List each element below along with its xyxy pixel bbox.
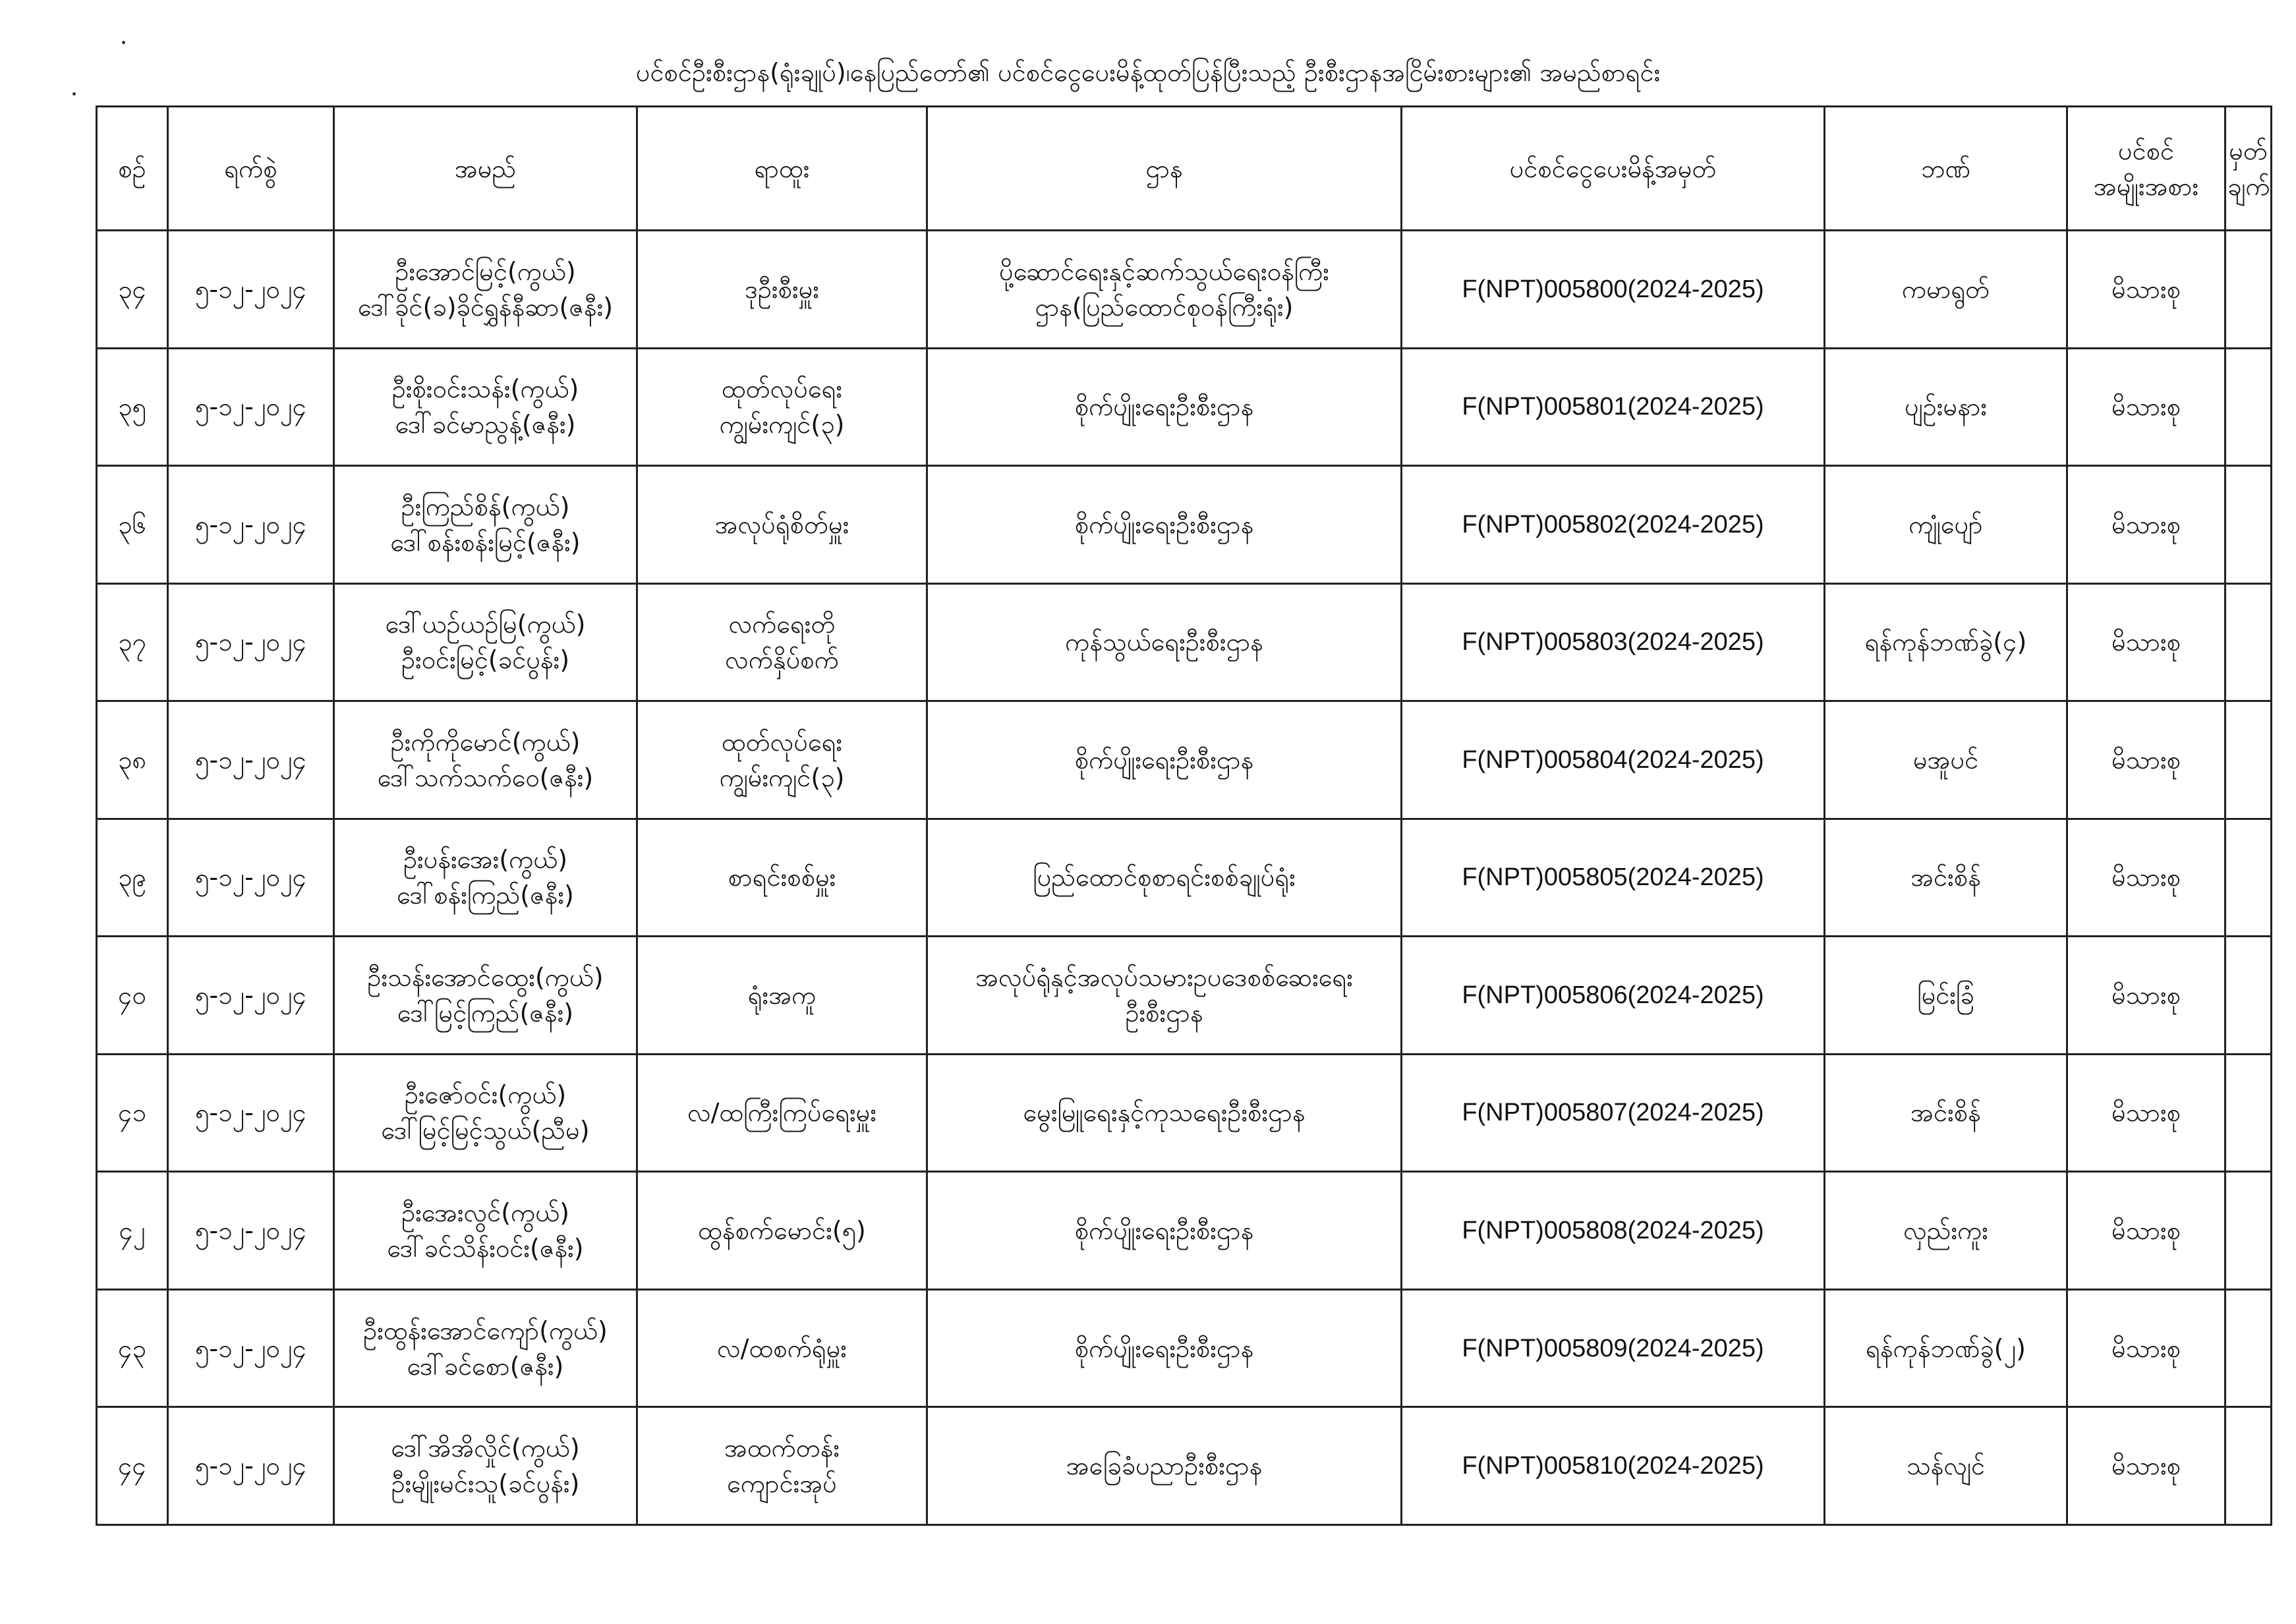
- row-number: ၄၃: [97, 1289, 168, 1407]
- col-header-department: ဌာန: [927, 107, 1402, 231]
- row-permit-number: F(NPT)005810(2024-2025): [1402, 1407, 1825, 1525]
- row-rank: [637, 348, 927, 466]
- family-member-name: ဒေါ်ခိုင်(ခ)ခိုင်ရွှန်နီဆာ(ဇနီး): [357, 292, 614, 322]
- row-date: ၅-၁၂-၂၀၂၄: [168, 1054, 334, 1172]
- row-rank: [637, 583, 927, 701]
- deceased-name: ဦးပန်းအေး(ကွယ်): [403, 845, 568, 875]
- row-name: [334, 1054, 637, 1172]
- table-row: [97, 348, 2272, 466]
- col-header-remarks-line1: မှတ်: [2229, 136, 2268, 165]
- table-row: [97, 1289, 2272, 1407]
- row-number: ၄၄: [97, 1407, 168, 1525]
- row-rank: လ/ထကြီးကြပ်ရေးမှူး: [637, 1054, 927, 1172]
- table-row: [97, 466, 2272, 584]
- department-line-1: စိုက်ပျိုးရေးဦးစီးဌာန: [1074, 1333, 1254, 1363]
- deceased-name: ဦးကြည်စိန်(ကွယ်): [401, 492, 570, 521]
- table-row: [97, 1054, 2272, 1172]
- row-remarks: [2225, 1172, 2272, 1290]
- row-name: [334, 1289, 637, 1407]
- family-member-name: ဒေါ်မြင့်ကြည်(ဇနီး): [397, 998, 574, 1028]
- row-pension-type: မိသားစု: [2067, 1289, 2225, 1407]
- rank-line-2: ကျွမ်းကျင်(၃): [719, 410, 845, 440]
- row-remarks: [2225, 937, 2272, 1055]
- row-department: [927, 1289, 1402, 1407]
- department-line-1: ကုန်သွယ်ရေးဦးစီးဌာန: [1065, 627, 1263, 657]
- col-header-no: စဉ်: [97, 107, 168, 231]
- row-permit-number: F(NPT)005801(2024-2025): [1402, 348, 1825, 466]
- row-bank: မြင်းခြံ: [1825, 937, 2067, 1055]
- rank-line-2: ကျောင်းအုပ်: [727, 1469, 837, 1499]
- row-remarks: [2225, 231, 2272, 349]
- deceased-name: ဦးကိုကိုမောင်(ကွယ်): [390, 727, 581, 757]
- deceased-name: ဦးစိုးဝင်းသန်း(ကွယ်): [391, 374, 579, 404]
- rank-line-1: အထက်တန်း: [724, 1434, 840, 1463]
- row-rank: [637, 701, 927, 819]
- family-member-name: ဒေါ်ခင်စော(ဇနီး): [407, 1351, 564, 1381]
- row-remarks: [2225, 583, 2272, 701]
- rank-line-1: ထုတ်လုပ်ရေး: [721, 374, 843, 404]
- row-department: [927, 231, 1402, 349]
- row-department: [927, 466, 1402, 584]
- row-permit-number: F(NPT)005805(2024-2025): [1402, 819, 1825, 937]
- col-header-remarks-line2: ချက်: [2227, 171, 2270, 201]
- department-line-2: ဌာန(ပြည်ထောင်စုဝန်ကြီးရုံး): [1035, 292, 1294, 322]
- row-bank: ရန်ကုန်ဘဏ်ခွဲ(၂): [1825, 1289, 2067, 1407]
- table-row: [97, 583, 2272, 701]
- table-row: [97, 937, 2272, 1055]
- row-department: [927, 583, 1402, 701]
- row-name: [334, 1407, 637, 1525]
- row-name: [334, 466, 637, 584]
- deceased-name: ဒေါ်ယဉ်ယဉ်မြ(ကွယ်): [385, 610, 586, 639]
- row-remarks: [2225, 701, 2272, 819]
- row-name: [334, 1172, 637, 1290]
- row-date: ၅-၁၂-၂၀၂၄: [168, 583, 334, 701]
- row-department: [927, 1407, 1402, 1525]
- row-name: [334, 348, 637, 466]
- row-bank: သန်လျင်: [1825, 1407, 2067, 1525]
- row-department: [927, 937, 1402, 1055]
- deceased-name: ဦးဇော်ဝင်း(ကွယ်): [404, 1080, 567, 1110]
- row-bank: ကမာရွတ်: [1825, 231, 2067, 349]
- department-line-1: စိုက်ပျိုးရေးဦးစီးဌာန: [1074, 392, 1254, 422]
- department-line-1: ပြည်ထောင်စုစာရင်းစစ်ချုပ်ရုံး: [1033, 863, 1296, 892]
- row-date: ၅-၁၂-၂၀၂၄: [168, 1172, 334, 1290]
- row-number: ၃၆: [97, 466, 168, 584]
- rank-line-2: လက်နှိပ်စက်: [725, 645, 839, 675]
- row-number: ၄၂: [97, 1172, 168, 1290]
- row-permit-number: F(NPT)005804(2024-2025): [1402, 701, 1825, 819]
- table-row: [97, 1407, 2272, 1525]
- row-bank: ကျုံပျော်: [1825, 466, 2067, 584]
- row-remarks: [2225, 819, 2272, 937]
- scan-speck: [72, 92, 76, 96]
- row-pension-type: မိသားစု: [2067, 231, 2225, 349]
- row-department: [927, 1172, 1402, 1290]
- row-date: ၅-၁၂-၂၀၂၄: [168, 937, 334, 1055]
- col-header-permit: ပင်စင်ငွေပေးမိန့်အမှတ်: [1402, 107, 1825, 231]
- row-remarks: [2225, 466, 2272, 584]
- pension-roster-table: [96, 105, 2272, 1526]
- row-number: ၃၇: [97, 583, 168, 701]
- col-header-pension-type-line1: ပင်စင်: [2117, 136, 2175, 165]
- row-remarks: [2225, 1289, 2272, 1407]
- row-number: ၃၄: [97, 231, 168, 349]
- row-pension-type: မိသားစု: [2067, 937, 2225, 1055]
- family-member-name: ဒေါ်စန်းကြည်(ဇနီး): [397, 881, 574, 910]
- deceased-name: ဒေါ်အိအိလှိုင်(ကွယ်): [391, 1434, 580, 1463]
- row-remarks: [2225, 348, 2272, 466]
- row-bank: မအူပင်: [1825, 701, 2067, 819]
- row-pension-type: မိသားစု: [2067, 819, 2225, 937]
- row-department: [927, 1054, 1402, 1172]
- row-name: [334, 701, 637, 819]
- row-number: ၄၁: [97, 1054, 168, 1172]
- deceased-name: ဦးအောင်မြင့်(ကွယ်): [395, 256, 576, 286]
- row-number: ၃၉: [97, 819, 168, 937]
- row-pension-type: မိသားစု: [2067, 1407, 2225, 1525]
- family-member-name: ဦးမျိုးမင်းသူ(ခင်ပွန်း): [391, 1469, 580, 1499]
- row-date: ၅-၁၂-၂၀၂၄: [168, 348, 334, 466]
- department-line-1: အလုပ်ရုံနှင့်အလုပ်သမားဥပဒေစစ်ဆေးရေး: [975, 962, 1353, 992]
- family-member-name: ဒေါ်မြင့်မြင့်သွယ်(ညီမ): [381, 1116, 590, 1146]
- row-bank: အင်းစိန်: [1825, 1054, 2067, 1172]
- deceased-name: ဦးသန်းအောင်ထွေး(ကွယ်): [367, 962, 604, 992]
- col-header-remarks: [2225, 107, 2272, 231]
- row-rank: ဒုဦးစီးမှူး: [637, 231, 927, 349]
- row-department: [927, 701, 1402, 819]
- row-department: [927, 348, 1402, 466]
- row-permit-number: F(NPT)005809(2024-2025): [1402, 1289, 1825, 1407]
- row-date: ၅-၁၂-၂၀၂၄: [168, 819, 334, 937]
- row-date: ၅-၁၂-၂၀၂၄: [168, 1407, 334, 1525]
- row-number: ၃၅: [97, 348, 168, 466]
- row-pension-type: မိသားစု: [2067, 1054, 2225, 1172]
- col-header-pension-type-line2: အမျိုးအစား: [2093, 171, 2199, 201]
- row-name: [334, 231, 637, 349]
- row-bank: အင်းစိန်: [1825, 819, 2067, 937]
- row-bank: လှည်းကူး: [1825, 1172, 2067, 1290]
- row-rank: ရုံးအကူ: [637, 937, 927, 1055]
- row-date: ၅-၁၂-၂၀၂၄: [168, 231, 334, 349]
- row-permit-number: F(NPT)005803(2024-2025): [1402, 583, 1825, 701]
- row-permit-number: F(NPT)005800(2024-2025): [1402, 231, 1825, 349]
- row-date: ၅-၁၂-၂၀၂၄: [168, 1289, 334, 1407]
- row-permit-number: F(NPT)005802(2024-2025): [1402, 466, 1825, 584]
- col-header-name: အမည်: [334, 107, 637, 231]
- deceased-name: ဦးအေးလွင်(ကွယ်): [401, 1198, 569, 1228]
- row-rank: အလုပ်ရုံစိတ်မှူး: [637, 466, 927, 584]
- table-row: [97, 819, 2272, 937]
- family-member-name: ဒေါ်သက်သက်ဝေ(ဇနီး): [377, 763, 594, 792]
- roster-body: [97, 231, 2272, 1525]
- row-number: ၃၈: [97, 701, 168, 819]
- family-member-name: ဒေါ်ခင်မာညွန့်(ဇနီး): [395, 410, 576, 440]
- row-pension-type: မိသားစု: [2067, 348, 2225, 466]
- row-remarks: [2225, 1407, 2272, 1525]
- row-bank: ရန်ကုန်ဘဏ်ခွဲ(၄): [1825, 583, 2067, 701]
- family-member-name: ဒေါ်ခင်သိန်းဝင်း(ဇနီး): [387, 1234, 584, 1263]
- rank-line-1: လက်ရေးတို: [728, 610, 836, 639]
- department-line-1: စိုက်ပျိုးရေးဦးစီးဌာန: [1074, 509, 1254, 539]
- row-date: ၅-၁၂-၂၀၂၄: [168, 701, 334, 819]
- department-line-1: စိုက်ပျိုးရေးဦးစီးဌာန: [1074, 745, 1254, 774]
- row-department: [927, 819, 1402, 937]
- page-title: ပင်စင်ဦးစီးဌာန(ရုံးချုပ်)၊နေပြည်တော်၏ ပင်စင်ငွေပေးမိန့်ထုတ်ပြန်ပြီးသည့် ဦးစီးဌာနအငြိမ်းစားများ၏ အမည်စာရင်း: [635, 58, 1661, 87]
- table-row: [97, 231, 2272, 349]
- row-rank: စာရင်းစစ်မှူး: [637, 819, 927, 937]
- table-row: [97, 1172, 2272, 1290]
- row-pension-type: မိသားစု: [2067, 1172, 2225, 1290]
- department-line-1: ပို့ဆောင်ရေးနှင့်ဆက်သွယ်ရေးဝန်ကြီး: [999, 256, 1329, 286]
- row-rank: လ/ထစက်ရုံမှူး: [637, 1289, 927, 1407]
- row-bank: ပျဉ်းမနား: [1825, 348, 2067, 466]
- row-rank: ထွန်စက်မောင်း(၅): [637, 1172, 927, 1290]
- row-permit-number: F(NPT)005806(2024-2025): [1402, 937, 1825, 1055]
- row-name: [334, 819, 637, 937]
- department-line-1: မွေးမြူရေးနှင့်ကုသရေးဦးစီးဌာန: [1023, 1098, 1306, 1128]
- row-permit-number: F(NPT)005807(2024-2025): [1402, 1054, 1825, 1172]
- table-row: [97, 701, 2272, 819]
- col-header-pension-type: [2067, 107, 2225, 231]
- row-pension-type: မိသားစု: [2067, 701, 2225, 819]
- row-number: ၄၀: [97, 937, 168, 1055]
- family-member-name: ဦးဝင်းမြင့်(ခင်ပွန်း): [401, 645, 570, 675]
- row-name: [334, 937, 637, 1055]
- col-header-rank: ရာထူး: [637, 107, 927, 231]
- department-line-1: စိုက်ပျိုးရေးဦးစီးဌာန: [1074, 1216, 1254, 1246]
- family-member-name: ဒေါ်စန်းစန်းမြင့်(ဇနီး): [390, 527, 581, 557]
- col-header-bank: ဘဏ်: [1825, 107, 2067, 231]
- row-remarks: [2225, 1054, 2272, 1172]
- col-header-date: ရက်စွဲ: [168, 107, 334, 231]
- row-pension-type: မိသားစု: [2067, 583, 2225, 701]
- row-permit-number: F(NPT)005808(2024-2025): [1402, 1172, 1825, 1290]
- deceased-name: ဦးထွန်းအောင်ကျော်(ကွယ်): [363, 1316, 608, 1345]
- row-date: ၅-၁၂-၂၀၂၄: [168, 466, 334, 584]
- scan-speck: [122, 41, 125, 44]
- rank-line-2: ကျွမ်းကျင်(၃): [719, 763, 845, 792]
- rank-line-1: ထုတ်လုပ်ရေး: [721, 727, 843, 757]
- row-pension-type: မိသားစု: [2067, 466, 2225, 584]
- department-line-1: အခြေခံပညာဦးစီးဌာန: [1066, 1451, 1263, 1481]
- header-row: [97, 107, 2272, 231]
- row-name: [334, 583, 637, 701]
- department-line-2: ဦးစီးဌာန: [1125, 998, 1203, 1028]
- row-rank: [637, 1407, 927, 1525]
